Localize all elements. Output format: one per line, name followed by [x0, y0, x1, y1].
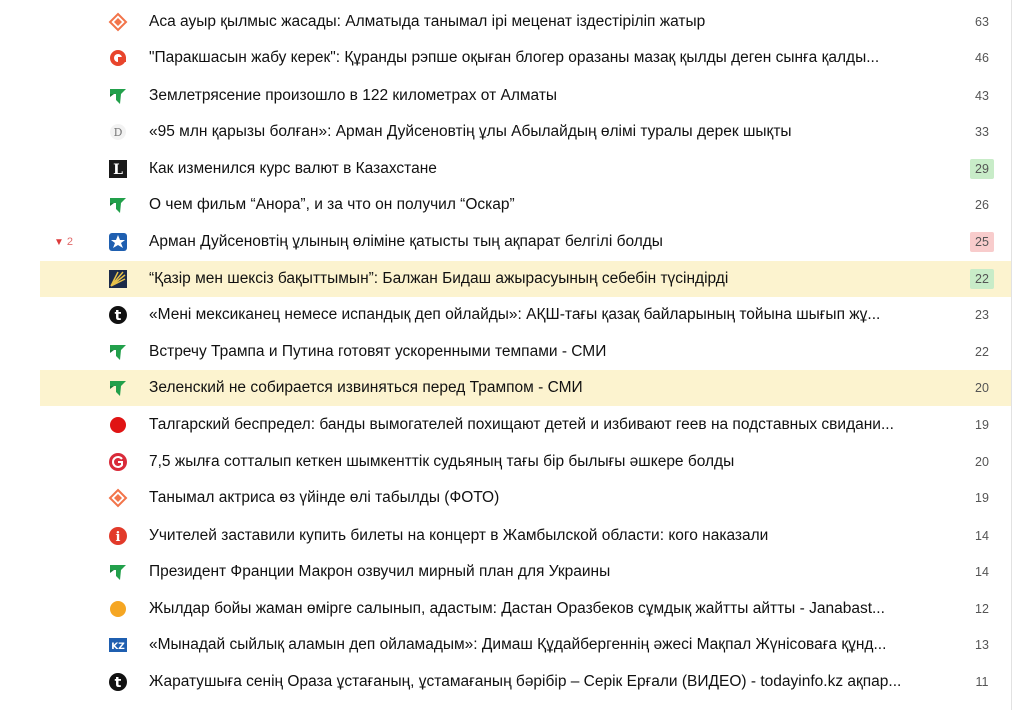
- orange-diamond-logo-icon: [108, 12, 128, 32]
- news-row[interactable]: [40, 261, 1011, 297]
- source-count-badge[interactable]: 20: [975, 381, 989, 395]
- black-t-logo-icon: [108, 305, 128, 325]
- news-row[interactable]: [40, 151, 1011, 187]
- source-count-badge[interactable]: 19: [975, 491, 989, 505]
- source-count-badge[interactable]: 22: [970, 269, 994, 289]
- news-list: [40, 0, 1012, 710]
- news-row[interactable]: [40, 407, 1011, 443]
- source-count-badge[interactable]: 12: [975, 602, 989, 616]
- svg-text:L: L: [113, 162, 123, 178]
- news-title-link[interactable]: Зеленский не собирается извиняться перед Трампом - СМИ: [149, 379, 583, 396]
- green-t-logo-icon: [108, 195, 128, 215]
- red-dot-logo-icon: [108, 415, 128, 435]
- green-t-logo-icon: [108, 342, 128, 362]
- source-count-badge[interactable]: 23: [975, 308, 989, 322]
- source-count-badge[interactable]: 22: [975, 345, 989, 359]
- news-title-link[interactable]: Аса ауыр қылмыс жасады: Алматыда танымал ірі меценат іздестіріліп жатыр: [149, 13, 706, 30]
- source-count-badge[interactable]: 14: [975, 529, 989, 543]
- news-title-link[interactable]: Землетрясение произошло в 122 километрах от Алматы: [149, 87, 558, 104]
- source-count-badge[interactable]: 46: [975, 51, 989, 65]
- green-t-logo-icon: [108, 562, 128, 582]
- news-row[interactable]: [40, 40, 1011, 76]
- news-title-link[interactable]: Встречу Трампа и Путина готовят ускоренными темпами - СМИ: [149, 343, 607, 360]
- source-count-badge[interactable]: 29: [970, 159, 994, 179]
- source-count-badge[interactable]: 25: [970, 232, 994, 252]
- news-row[interactable]: [40, 187, 1011, 223]
- news-title-link[interactable]: Президент Франции Макрон озвучил мирный план для Украины: [149, 563, 611, 580]
- news-row[interactable]: [40, 627, 1011, 663]
- source-count-badge[interactable]: 14: [975, 565, 989, 579]
- news-title-link[interactable]: "Паракшасын жабу керек": Құранды рэпше оқыған блогер оразаны мазақ қылды деген сынға қалды...: [149, 49, 880, 66]
- orange-dot-logo-icon: [108, 599, 128, 619]
- svg-text:KZ: KZ: [111, 642, 125, 652]
- source-count-badge[interactable]: 13: [975, 638, 989, 652]
- news-title-link[interactable]: Как изменился курс валют в Казахстане: [149, 160, 437, 177]
- news-title-link[interactable]: “Қазір мен шексіз бақыттымын”: Балжан Бидаш ажырасуының себебін түсіндірді: [149, 270, 729, 287]
- blue-star-logo-icon: [108, 232, 128, 252]
- svg-text:t: t: [114, 675, 122, 691]
- news-row[interactable]: [40, 4, 1011, 40]
- news-title-link[interactable]: 7,5 жылға сотталып кеткен шымкенттік судьяның тағы бір былығы әшкере болды: [149, 453, 735, 470]
- svg-text:D: D: [113, 126, 123, 139]
- svg-text:t: t: [114, 308, 122, 324]
- news-title-link[interactable]: «95 млн қарызы болған»: Арман Дуйсеновтің ұлы Абылайдың өлімі туралы дерек шықты: [149, 123, 792, 140]
- green-t-logo-icon: [108, 378, 128, 398]
- news-row[interactable]: [40, 518, 1011, 554]
- source-count-badge[interactable]: 26: [975, 198, 989, 212]
- news-title-link[interactable]: Жаратушыға сенің Ораза ұстағаның, ұстамағаның бәрібір – Серік Ерғали (ВИДЕО) - todayinfo.kz ақпар...: [149, 673, 902, 690]
- news-title-link[interactable]: Арман Дуйсеновтің ұлының өліміне қатысты тың ақпарат белгілі болды: [149, 233, 663, 250]
- red-ring-logo-icon: [108, 48, 128, 68]
- news-title-link[interactable]: Талгарский беспредел: банды вымогателей похищают детей и избивают геев на подставных свидани...: [149, 416, 894, 433]
- news-row[interactable]: [40, 664, 1011, 700]
- news-title-link[interactable]: «Мынадай сыйлық аламын деп ойламадым»: Димаш Құдайбергеннің әжесі Мақпал Жүнісоваға құнд...: [149, 636, 887, 653]
- news-row[interactable]: [40, 297, 1011, 333]
- red-info-logo-icon: [108, 526, 128, 546]
- news-row[interactable]: [40, 444, 1011, 480]
- black-l-logo-icon: [108, 159, 128, 179]
- news-title-link[interactable]: Учителей заставили купить билеты на концерт в Жамбылской области: кого наказали: [149, 527, 769, 544]
- news-row[interactable]: [40, 78, 1011, 114]
- dark-rays-logo-icon: [108, 269, 128, 289]
- news-row[interactable]: [40, 591, 1011, 627]
- source-count-badge[interactable]: 11: [975, 675, 989, 689]
- source-count-badge[interactable]: 20: [975, 455, 989, 469]
- source-count-badge[interactable]: 43: [975, 89, 989, 103]
- svg-text:i: i: [115, 530, 121, 545]
- news-title-link[interactable]: Танымал актриса өз үйінде өлі табылды (ФОТО): [149, 489, 500, 506]
- orange-diamond-logo-icon: [108, 488, 128, 508]
- news-title-link[interactable]: «Мені мексиканец немесе испандық деп ойлайды»: АҚШ-тағы қазақ байларының тойына шығып жұ...: [149, 306, 881, 323]
- news-title-link[interactable]: Жылдар бойы жаман өмірге салынып, адастым: Дастан Оразбеков сұмдық жайтты айтты - Janabast...: [149, 600, 885, 617]
- news-row[interactable]: [40, 224, 1011, 260]
- trend-value: 2: [66, 236, 74, 248]
- trend-indicator: [54, 236, 88, 248]
- kz-badge-logo-icon: [108, 635, 128, 655]
- news-row[interactable]: [40, 334, 1011, 370]
- black-t-logo-icon: [108, 672, 128, 692]
- green-t-logo-icon: [108, 86, 128, 106]
- source-count-badge[interactable]: 19: [975, 418, 989, 432]
- source-count-badge[interactable]: 33: [975, 125, 989, 139]
- news-row[interactable]: [40, 554, 1011, 590]
- news-row[interactable]: [40, 370, 1011, 406]
- news-title-link[interactable]: О чем фильм “Анора”, и за что он получил “Оскар”: [149, 196, 515, 213]
- source-count-badge[interactable]: 63: [975, 15, 989, 29]
- red-g-logo-icon: [108, 452, 128, 472]
- trend-down-icon: ▼: [54, 236, 64, 248]
- grey-d-logo-icon: [108, 122, 128, 142]
- news-row[interactable]: [40, 114, 1011, 150]
- news-row[interactable]: [40, 480, 1011, 516]
